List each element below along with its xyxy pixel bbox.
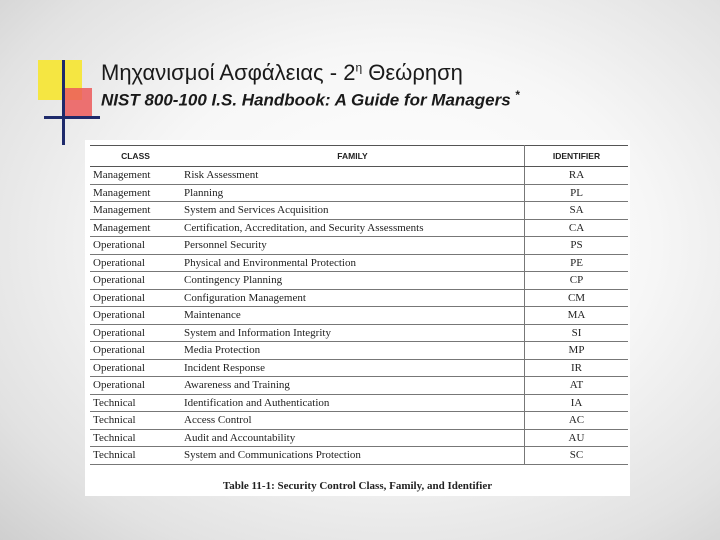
table-row <box>90 359 628 377</box>
cell-identifier: CP <box>525 272 629 290</box>
cell-family: Planning <box>181 184 525 202</box>
cell-family: Incident Response <box>181 359 525 377</box>
table-row <box>90 307 628 325</box>
cell-identifier: MA <box>525 307 629 325</box>
slide-title-text: Μηχανισμοί Ασφάλειας - 2 <box>101 60 356 85</box>
cell-identifier: IA <box>525 394 629 412</box>
cell-class: Technical <box>90 429 181 447</box>
table-row <box>90 219 628 237</box>
cell-class: Management <box>90 202 181 220</box>
table-caption: Table 11-1: Security Control Class, Family, and Identifier <box>222 480 493 492</box>
cell-class: Operational <box>90 254 181 272</box>
cell-class: Technical <box>90 447 181 465</box>
cell-family: Identification and Authentication <box>181 394 525 412</box>
slide-title-superscript: η <box>355 60 363 75</box>
cell-class: Management <box>90 184 181 202</box>
cell-family: Awareness and Training <box>181 377 525 395</box>
cell-class: Operational <box>90 377 181 395</box>
subtitle-footnote-mark: * <box>515 88 521 102</box>
cell-class: Operational <box>90 289 181 307</box>
cell-family: Risk Assessment <box>181 167 525 185</box>
cell-identifier: AC <box>525 412 629 430</box>
cell-identifier: PL <box>525 184 629 202</box>
cell-class: Operational <box>90 272 181 290</box>
cell-class: Technical <box>90 394 181 412</box>
table-row <box>90 394 628 412</box>
cell-identifier: PS <box>525 237 629 255</box>
logo-red-square <box>62 88 92 118</box>
column-header-class: CLASS <box>90 146 181 167</box>
cell-identifier: CA <box>525 219 629 237</box>
table-row <box>90 429 628 447</box>
cell-identifier: AT <box>525 377 629 395</box>
cell-class: Operational <box>90 237 181 255</box>
table-row <box>90 202 628 220</box>
table-row <box>90 342 628 360</box>
table-row <box>90 447 628 465</box>
slide-title <box>101 60 463 86</box>
table-row <box>90 377 628 395</box>
table-row <box>90 289 628 307</box>
cell-family: System and Information Integrity <box>181 324 525 342</box>
cell-class: Operational <box>90 307 181 325</box>
table-row <box>90 237 628 255</box>
table-row <box>90 167 628 185</box>
table-row <box>90 324 628 342</box>
cell-identifier: IR <box>525 359 629 377</box>
cell-class: Technical <box>90 412 181 430</box>
cell-family: Access Control <box>181 412 525 430</box>
table-header-row <box>90 146 628 167</box>
slide-title-rest: Θεώρηση <box>362 60 463 85</box>
cell-identifier: AU <box>525 429 629 447</box>
cell-family: Personnel Security <box>181 237 525 255</box>
slide-subtitle <box>101 88 520 111</box>
security-control-table <box>90 145 628 465</box>
cell-identifier: CM <box>525 289 629 307</box>
cell-class: Management <box>90 167 181 185</box>
cell-identifier: SA <box>525 202 629 220</box>
table-row <box>90 412 628 430</box>
cell-family: Media Protection <box>181 342 525 360</box>
column-header-family: FAMILY <box>181 146 525 167</box>
cell-family: Contingency Planning <box>181 272 525 290</box>
table-row <box>90 254 628 272</box>
slide-subtitle-text: NIST 800-100 I.S. Handbook: A Guide for Managers <box>101 90 511 110</box>
logo-vertical-line <box>62 60 65 145</box>
cell-family: Configuration Management <box>181 289 525 307</box>
logo-horizontal-line <box>44 116 100 119</box>
table-row <box>90 184 628 202</box>
cell-class: Operational <box>90 324 181 342</box>
cell-identifier: SI <box>525 324 629 342</box>
cell-family: System and Services Acquisition <box>181 202 525 220</box>
cell-family: Maintenance <box>181 307 525 325</box>
table-body <box>90 167 628 465</box>
cell-identifier: MP <box>525 342 629 360</box>
cell-identifier: SC <box>525 447 629 465</box>
cell-identifier: PE <box>525 254 629 272</box>
cell-class: Management <box>90 219 181 237</box>
cell-family: System and Communications Protection <box>181 447 525 465</box>
table-row <box>90 272 628 290</box>
cell-family: Audit and Accountability <box>181 429 525 447</box>
cell-family: Certification, Accreditation, and Security Assessments <box>181 219 525 237</box>
cell-family: Physical and Environmental Protection <box>181 254 525 272</box>
table-image-panel <box>85 140 630 496</box>
cell-identifier: RA <box>525 167 629 185</box>
cell-class: Operational <box>90 359 181 377</box>
column-header-identifier: IDENTIFIER <box>525 146 629 167</box>
cell-class: Operational <box>90 342 181 360</box>
